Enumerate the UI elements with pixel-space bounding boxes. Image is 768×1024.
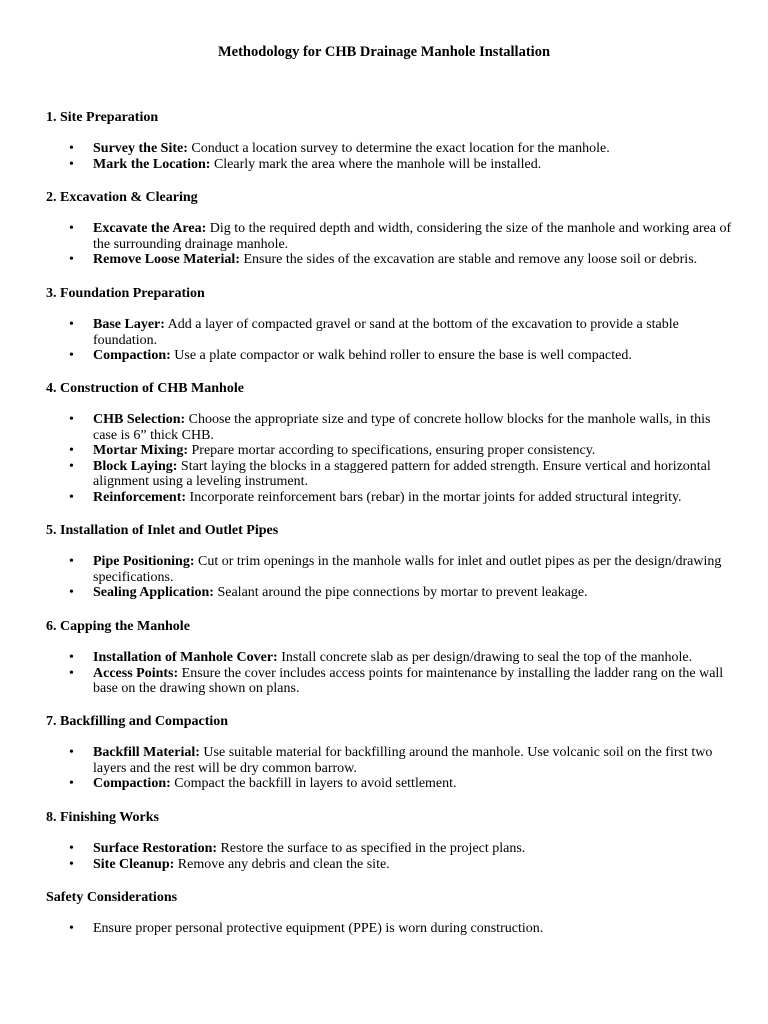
item-text: Conduct a location survey to determine the exact location for the manhole. — [187, 141, 610, 156]
item-label: Reinforcement: — [93, 489, 187, 505]
section-site-preparation — [46, 109, 736, 172]
bullet-icon: • — [69, 412, 74, 427]
item-label: Base Layer: — [93, 317, 165, 332]
bullet-icon: • — [69, 458, 74, 474]
item-text: Incorporate reinforcement bars (rebar) in the mortar joints for added structural integrity. — [186, 489, 682, 505]
list-item — [46, 443, 736, 459]
bullet-icon: • — [69, 443, 74, 458]
bullet-list — [46, 841, 736, 872]
list-item — [46, 554, 736, 585]
item-text: Ensure proper personal protective equipment (PPE) is worn during construction. — [93, 921, 544, 936]
item-label: Pipe Positioning: — [93, 554, 195, 569]
list-item — [46, 252, 736, 268]
list-item — [46, 412, 736, 443]
item-label: Site Cleanup: — [93, 856, 175, 872]
list-item — [46, 585, 736, 601]
section-inlet-outlet-pipes — [46, 522, 736, 601]
item-text: Add a layer of compacted gravel or sand at the bottom of the excavation to provide a stable foundation. — [93, 317, 679, 348]
list-item — [46, 157, 736, 173]
bullet-icon: • — [69, 585, 74, 600]
item-text: Ensure the sides of the excavation are stable and remove any loose soil or debris. — [239, 252, 698, 267]
item-text: Start laying the blocks in a staggered pattern for added strength. Ensure vertical and horizontal alignment using a leveling instrument. — [93, 458, 711, 489]
item-label: Sealing Application: — [93, 585, 214, 600]
section-heading: 5. Installation of Inlet and Outlet Pipes — [46, 523, 279, 538]
list-item — [46, 459, 736, 490]
list-item — [46, 841, 736, 857]
bullet-list — [46, 317, 736, 364]
item-text: Remove any debris and clean the site. — [174, 856, 390, 872]
list-item — [46, 490, 736, 506]
item-label: Backfill Material: — [93, 745, 200, 760]
bullet-icon: • — [69, 650, 74, 665]
item-text: Prepare mortar according to specifications, ensuring proper consistency. — [188, 443, 596, 458]
bullet-list — [46, 554, 736, 601]
item-label: Remove Loose Material: — [93, 252, 240, 267]
section-heading: 3. Foundation Preparation — [46, 286, 205, 301]
bullet-icon: • — [69, 841, 74, 856]
item-text: Cut or trim openings in the manhole walls for inlet and outlet pipes as per the design/drawing specifications. — [93, 554, 722, 585]
section-backfilling-compaction — [46, 713, 736, 792]
item-label: Excavate the Area: — [93, 221, 207, 236]
bullet-list — [46, 921, 736, 937]
item-label: Mark the Location: — [93, 156, 211, 172]
list-item — [46, 776, 736, 792]
section-heading: 2. Excavation & Clearing — [46, 190, 198, 205]
item-label: Compaction: — [93, 348, 171, 363]
bullet-icon: • — [69, 665, 74, 681]
section-safety-considerations — [46, 889, 736, 937]
list-item — [46, 857, 736, 873]
list-item — [46, 317, 736, 348]
bullet-icon: • — [69, 921, 74, 936]
item-text: Ensure the cover includes access points for maintenance by installing the ladder rang on the wall base on the drawing shown on plans. — [93, 665, 724, 696]
item-text: Install concrete slab as per design/drawing to seal the top of the manhole. — [277, 650, 693, 665]
bullet-icon: • — [69, 776, 74, 791]
bullet-icon: • — [69, 156, 74, 172]
bullet-icon: • — [69, 554, 74, 569]
item-text: Sealant around the pipe connections by mortar to prevent leakage. — [213, 585, 588, 600]
item-text: Restore the surface to as specified in the project plans. — [217, 841, 526, 856]
item-label: CHB Selection: — [93, 412, 186, 427]
section-heading: 4. Construction of CHB Manhole — [46, 381, 244, 396]
bullet-icon: • — [69, 317, 74, 332]
bullet-list — [46, 745, 736, 792]
section-heading: 1. Site Preparation — [46, 110, 159, 125]
item-label: Surface Restoration: — [93, 841, 218, 856]
bullet-icon: • — [69, 348, 74, 363]
item-text: Dig to the required depth and width, considering the size of the manhole and working area of the surrounding drainage manhole. — [93, 221, 732, 252]
section-capping-manhole — [46, 618, 736, 697]
bullet-list — [46, 412, 736, 505]
section-heading: 6. Capping the Manhole — [46, 619, 190, 634]
item-label: Survey the Site: — [93, 141, 188, 156]
item-label: Compaction: — [93, 776, 171, 791]
bullet-icon: • — [69, 221, 74, 236]
list-item — [46, 141, 736, 157]
item-text: Use suitable material for backfilling around the manhole. Use volcanic soil on the first two layers and the rest will be dry common barrow. — [93, 745, 713, 776]
section-heading: Safety Considerations — [46, 890, 178, 905]
bullet-icon: • — [69, 141, 74, 156]
bullet-icon: • — [69, 489, 74, 505]
bullet-icon: • — [69, 745, 74, 760]
item-text: Clearly mark the area where the manhole will be installed. — [210, 156, 542, 172]
bullet-list — [46, 141, 736, 172]
item-label: Access Points: — [93, 665, 179, 681]
list-item — [46, 650, 736, 666]
document-title: Methodology for CHB Drainage Manhole Installation — [217, 44, 551, 60]
list-item — [46, 348, 736, 364]
bullet-list — [46, 650, 736, 697]
section-heading: 8. Finishing Works — [46, 810, 159, 825]
item-label: Installation of Manhole Cover: — [93, 650, 278, 665]
item-text: Use a plate compactor or walk behind roller to ensure the base is well compacted. — [170, 348, 632, 363]
section-heading: 7. Backfilling and Compaction — [46, 714, 229, 729]
list-item — [46, 745, 736, 776]
section-foundation-preparation — [46, 285, 736, 364]
bullet-icon: • — [69, 856, 74, 872]
bullet-icon: • — [69, 252, 74, 267]
list-item — [46, 921, 736, 937]
item-label: Block Laying: — [93, 458, 178, 474]
section-finishing-works — [46, 809, 736, 872]
item-label: Mortar Mixing: — [93, 443, 188, 458]
list-item — [46, 221, 736, 252]
list-item — [46, 666, 736, 697]
item-text: Choose the appropriate size and type of concrete hollow blocks for the manhole walls, in this case is 6” thick CHB. — [93, 412, 711, 443]
bullet-list — [46, 221, 736, 268]
section-construction-chb-manhole — [46, 380, 736, 505]
section-excavation-clearing — [46, 189, 736, 268]
item-text: Compact the backfill in layers to avoid settlement. — [170, 776, 457, 791]
